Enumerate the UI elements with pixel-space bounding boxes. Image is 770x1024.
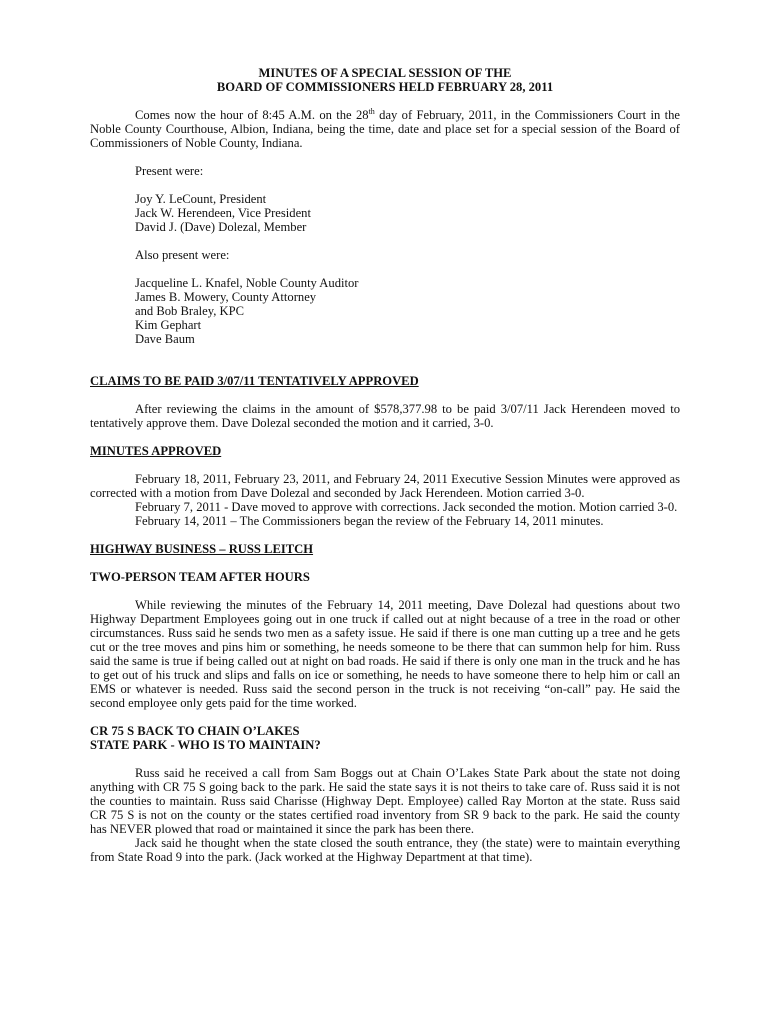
also-present-member: Kim Gephart [135,318,202,332]
title-line-1: MINUTES OF A SPECIAL SESSION OF THE [258,66,512,80]
also-present-member: and Bob Braley, KPC [135,304,245,318]
cr75-heading-line-2: STATE PARK - WHO IS TO MAINTAIN? [90,738,321,752]
also-present-label: Also present were: [135,248,230,262]
document-page [90,66,680,864]
also-present-member: Dave Baum [135,332,195,346]
also-present-member: James B. Mowery, County Attorney [135,290,317,304]
also-present-list [90,276,680,346]
present-member: Jack W. Herendeen, Vice President [135,206,311,220]
present-member: David J. (Dave) Dolezal, Member [135,220,307,234]
present-member: Joy Y. LeCount, President [135,192,267,206]
also-present-member: Jacqueline L. Knafel, Noble County Auditor [135,276,359,290]
intro-superscript: th [368,106,375,116]
intro-text-start: Comes now the hour of 8:45 A.M. on the 28 [135,108,369,122]
present-list [90,192,680,234]
two-person-team-heading: TWO-PERSON TEAM AFTER HOURS [90,570,310,584]
cr75-paragraph-1: Russ said he received a call from Sam Boggs out at Chain O’Lakes State Park about the state not doing anything with CR 75 S going back to the park. He said the state says it is not theirs to take care of. Russ said it is not the counties to maintain. Russ said Charisse (Highway Dept. Employee) called Ray Morton at the state. Russ said CR 75 S is not on the county or the states certified road inventory from SR 9 back to the park. He said the county has NEVER plowed that road or maintained it since the park has been there. [90,766,680,836]
intro-paragraph [90,108,680,150]
claims-heading: CLAIMS TO BE PAID 3/07/11 TENTATIVELY APPROVED [90,374,419,388]
minutes-heading: MINUTES APPROVED [90,444,222,458]
minutes-paragraph-3: February 14, 2011 – The Commissioners began the review of the February 14, 2011 minutes. [135,514,604,528]
present-label: Present were: [135,164,204,178]
highway-heading: HIGHWAY BUSINESS – RUSS LEITCH [90,542,314,556]
two-person-team-paragraph: While reviewing the minutes of the February 14, 2011 meeting, Dave Dolezal had questions about two Highway Department Employees going out in one truck if called out at night because of a tree in the road or other circumstances. Russ said he sends two men as a safety issue. He said if there is one man cutting up a tree and he gets cut or the tree moves and pins him or something, he needs someone to be there that can summon help for him. Russ said the same is true if being called out at night on bad roads. He said if there is only one man in the truck and he has to get out of his truck and slips and falls on ice or something, he needs to have someone there to help him or call an EMS or whatever is needed. Russ said the second person in the truck is not receiving “on-call” pay. He said the second employee only gets paid for the time worked. [90,598,680,710]
minutes-paragraph-1: February 18, 2011, February 23, 2011, and February 24, 2011 Executive Session Minutes were approved as corrected with a motion from Dave Dolezal and seconded by Jack Herendeen. Motion carried 3-0. [90,472,680,500]
title-line-2: BOARD OF COMMISSIONERS HELD FEBRUARY 28, 2011 [216,80,554,94]
claims-paragraph: After reviewing the claims in the amount of $578,377.98 to be paid 3/07/11 Jack Herendeen moved to tentatively approve them. Dave Dolezal seconded the motion and it carried, 3-0. [90,402,680,430]
cr75-heading-line-1: CR 75 S BACK TO CHAIN O’LAKES [90,724,300,738]
minutes-paragraph-2: February 7, 2011 - Dave moved to approve with corrections. Jack seconded the motion. Motion carried 3-0. [135,500,678,514]
cr75-paragraph-2: Jack said he thought when the state closed the south entrance, they (the state) were to maintain everything from State Road 9 into the park. (Jack worked at the Highway Department at that time). [90,836,680,864]
intro-text-end: day of February, 2011, in the Commissioners Court in the Noble County Courthouse, Albion, Indiana, being the time, date and place set for a special session of the Board of Commissioners of Noble County, Indiana. [90,108,680,150]
